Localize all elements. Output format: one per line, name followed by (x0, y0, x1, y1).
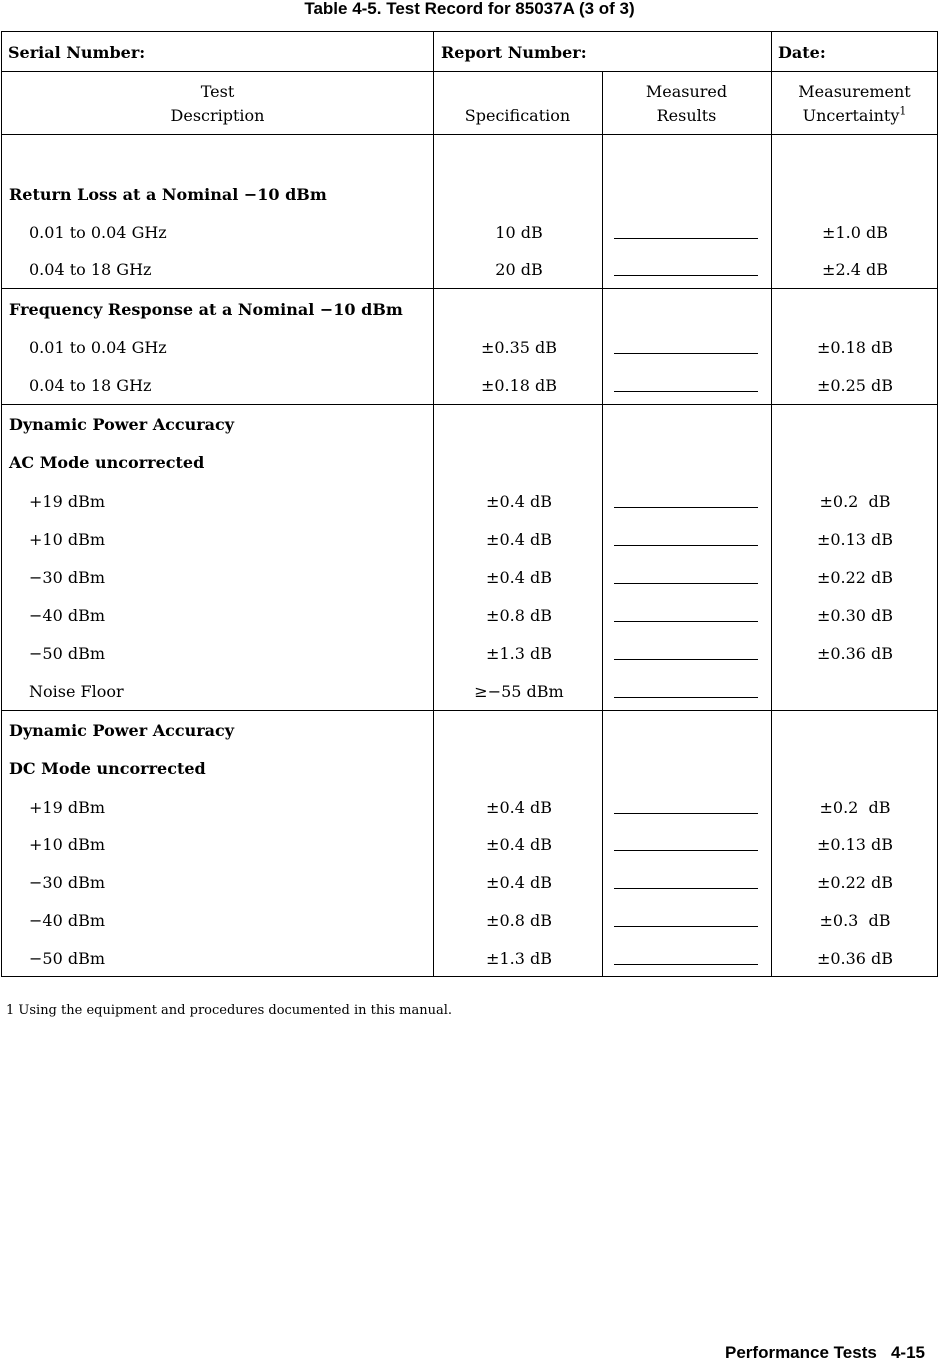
row-divider (2, 710, 937, 711)
row-divider (2, 288, 937, 289)
header-specification: Specification (464, 106, 571, 125)
section-return-loss: Return Loss at a Nominal −10 dBm (9, 185, 327, 204)
footnote: 1 Using the equipment and procedures documented in this manual. (6, 1003, 453, 1018)
table-title: Table 4-5. Test Record for 85037A (3 of 3) (304, 0, 635, 18)
section-ac-mode: AC Mode uncorrected (9, 453, 205, 472)
col-divider (433, 32, 434, 71)
row-description: −40 dBm (29, 911, 106, 930)
row-uncertainty: ±0.2 dB (819, 492, 891, 511)
row-description: +19 dBm (29, 492, 106, 511)
measured-result-blank[interactable] (614, 583, 758, 584)
row-description: +10 dBm (29, 530, 106, 549)
header-measurement-uncertainty (771, 80, 938, 128)
row-specification: ±0.8 dB (486, 606, 552, 625)
header-measured-line1: Measured (645, 82, 728, 101)
row-uncertainty: ±0.22 dB (816, 873, 894, 892)
row-description: Noise Floor (29, 682, 124, 701)
row-uncertainty: ±0.3 dB (819, 911, 891, 930)
row-description: 0.01 to 0.04 GHz (29, 223, 167, 242)
row-description: 0.01 to 0.04 GHz (29, 338, 167, 357)
row-description: −40 dBm (29, 606, 106, 625)
row-uncertainty: ±0.36 dB (816, 949, 894, 968)
row-description: −30 dBm (29, 873, 106, 892)
row-description: 0.04 to 18 GHz (29, 376, 152, 395)
row-specification: ±0.4 dB (486, 798, 552, 817)
row-uncertainty: ±0.18 dB (816, 338, 894, 357)
row-uncertainty: ±0.13 dB (816, 530, 894, 549)
measured-result-blank[interactable] (614, 391, 758, 392)
row-description: −50 dBm (29, 644, 106, 663)
header-test-line1: Test (200, 82, 235, 101)
row-uncertainty: ±0.30 dB (816, 606, 894, 625)
row-specification: ±0.18 dB (480, 376, 558, 395)
report-number-label: Report Number: (441, 43, 587, 62)
measured-result-blank[interactable] (614, 697, 758, 698)
row-divider (2, 134, 937, 135)
row-uncertainty: ±2.4 dB (822, 260, 888, 279)
section-dc-mode: DC Mode uncorrected (9, 759, 206, 778)
row-description: +10 dBm (29, 835, 106, 854)
row-description: +19 dBm (29, 798, 106, 817)
measured-result-blank[interactable] (614, 964, 758, 965)
row-divider (2, 404, 937, 405)
header-uncert-text: Uncertainty (802, 106, 900, 125)
test-record-table (1, 31, 938, 977)
measured-result-blank[interactable] (614, 621, 758, 622)
row-specification: 10 dB (495, 223, 543, 242)
col-divider (771, 32, 772, 71)
footnote-marker: 1 (899, 104, 907, 118)
measured-result-blank[interactable] (614, 545, 758, 546)
row-description: 0.04 to 18 GHz (29, 260, 152, 279)
row-specification: 20 dB (495, 260, 543, 279)
row-specification: ±0.4 dB (486, 530, 552, 549)
measured-result-blank[interactable] (614, 507, 758, 508)
row-specification: ±0.4 dB (486, 568, 552, 587)
date-label: Date: (778, 43, 826, 62)
page-footer: Performance Tests 4-15 (725, 1343, 925, 1362)
header-measured-results (602, 80, 771, 128)
measured-result-blank[interactable] (614, 353, 758, 354)
measured-result-blank[interactable] (614, 926, 758, 927)
row-description: −30 dBm (29, 568, 106, 587)
section-dynamic-power-accuracy-dc: Dynamic Power Accuracy (9, 721, 235, 740)
row-description: −50 dBm (29, 949, 106, 968)
row-uncertainty: ±0.25 dB (816, 376, 894, 395)
serial-number-label: Serial Number: (8, 43, 146, 62)
measured-result-blank[interactable] (614, 813, 758, 814)
row-specification: ±0.35 dB (480, 338, 558, 357)
measured-result-blank[interactable] (614, 850, 758, 851)
row-specification: ±1.3 dB (486, 949, 552, 968)
row-uncertainty: ±1.0 dB (822, 223, 888, 242)
row-uncertainty: ±0.2 dB (819, 798, 891, 817)
row-specification: ±0.4 dB (486, 492, 552, 511)
row-uncertainty: ±0.13 dB (816, 835, 894, 854)
row-uncertainty: ±0.22 dB (816, 568, 894, 587)
header-test-line2: Description (170, 106, 265, 125)
row-specification: ±1.3 dB (486, 644, 552, 663)
section-dynamic-power-accuracy-ac: Dynamic Power Accuracy (9, 415, 235, 434)
section-frequency-response: Frequency Response at a Nominal −10 dBm (9, 300, 403, 319)
row-specification: ±0.4 dB (486, 873, 552, 892)
measured-result-blank[interactable] (614, 888, 758, 889)
header-measured-line2: Results (656, 106, 717, 125)
row-specification: ±0.4 dB (486, 835, 552, 854)
header-test-description (2, 80, 433, 128)
row-divider (2, 71, 937, 72)
measured-result-blank[interactable] (614, 238, 758, 239)
header-uncert-line2 (771, 104, 938, 128)
row-uncertainty: ±0.36 dB (816, 644, 894, 663)
row-specification: ±0.8 dB (486, 911, 552, 930)
header-uncert-line1: Measurement (798, 82, 911, 101)
measured-result-blank[interactable] (614, 275, 758, 276)
row-specification: ≥−55 dBm (474, 682, 564, 701)
measured-result-blank[interactable] (614, 659, 758, 660)
